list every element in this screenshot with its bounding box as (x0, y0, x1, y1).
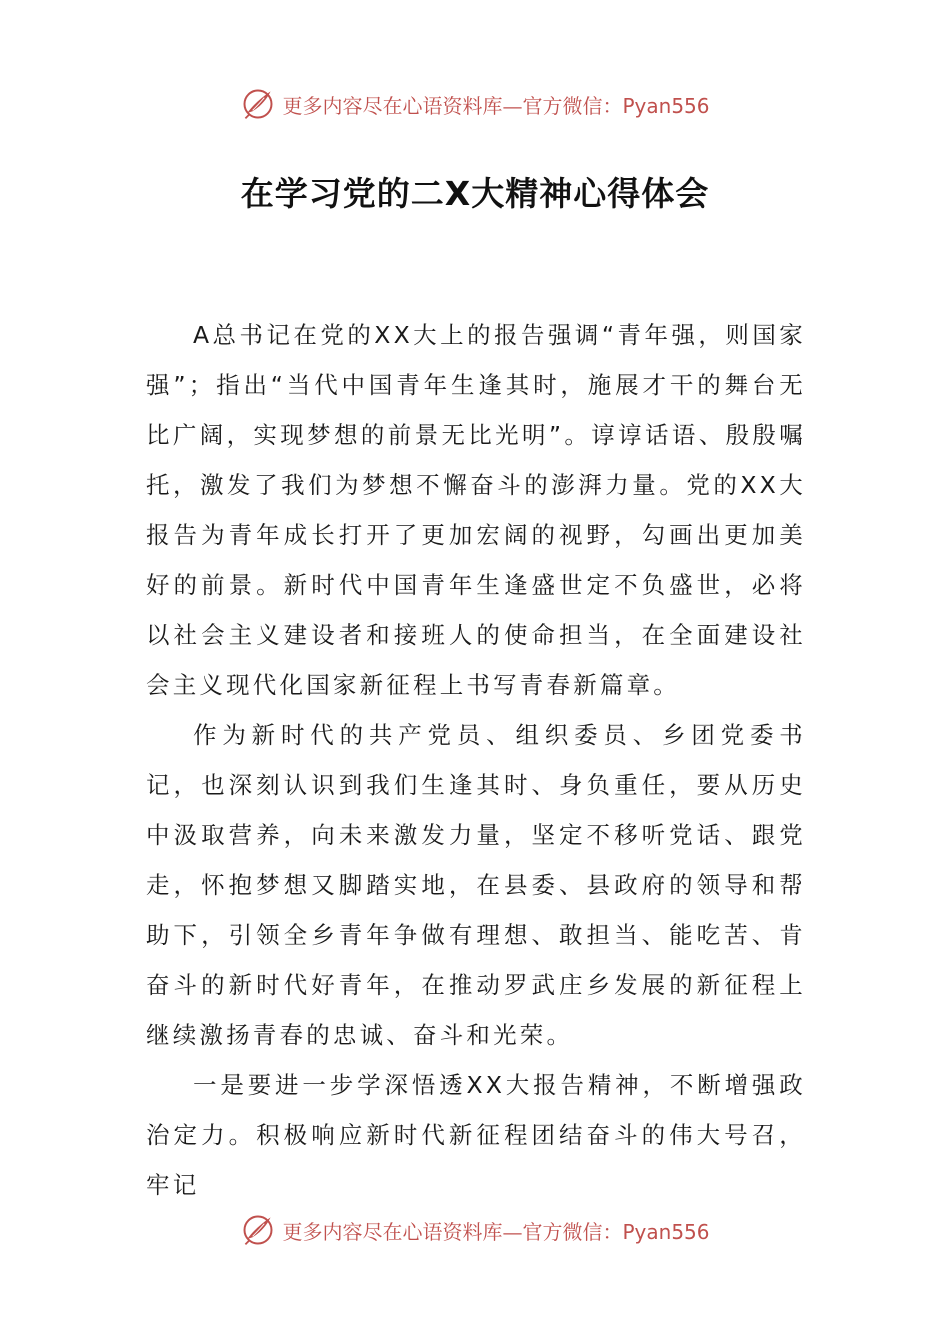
banner-text: 更多内容尽在心语资料库—官方微信：Pyan556 (282, 93, 710, 118)
header-banner (0, 84, 950, 124)
document-body (146, 310, 806, 1210)
paragraph-1: A总书记在党的XX大上的报告强调“青年强，则国家强”；指出“当代中国青年生逢其时，施展才干的舞台无比广阔，实现梦想的前景无比光明”。谆谆话语、殷殷嘱托，激发了我们为梦想不懈奋斗的澎湃力量。党的XX大报告为青年成长打开了更加宏阔的视野，勾画出更加美好的前景。新时代中国青年生逢盛世定不负盛世，必将以社会主义建设者和接班人的使命担当，在全面建设社会主义现代化国家新征程上书写青春新篇章。 (146, 321, 806, 699)
wechat-id: Pyan556 (622, 93, 710, 118)
paragraph-3: 一是要进一步学深悟透XX大报告精神，不断增强政治定力。积极响应新时代新征程团结奋斗的伟大号召，牢记 (146, 1071, 806, 1199)
banner-text: 更多内容尽在心语资料库—官方微信：Pyan556 (282, 1219, 710, 1244)
wechat-id: Pyan556 (622, 1219, 710, 1244)
footer-banner (0, 1210, 950, 1250)
quill-pen-logo-icon (240, 86, 276, 122)
paragraph-2: 作为新时代的共产党员、组织委员、乡团党委书记，也深刻认识到我们生逢其时、身负重任，要从历史中汲取营养，向未来激发力量，坚定不移听党话、跟党走，怀抱梦想又脚踏实地，在县委、县政府的领导和帮助下，引领全乡青年争做有理想、敢担当、能吃苦、肯奋斗的新时代好青年，在推动罗武庄乡发展的新征程上继续激扬青春的忠诚、奋斗和光荣。 (146, 721, 806, 1049)
page-title: 在学习党的二X大精神心得体会 (240, 174, 710, 213)
quill-pen-logo-icon (240, 1212, 276, 1248)
